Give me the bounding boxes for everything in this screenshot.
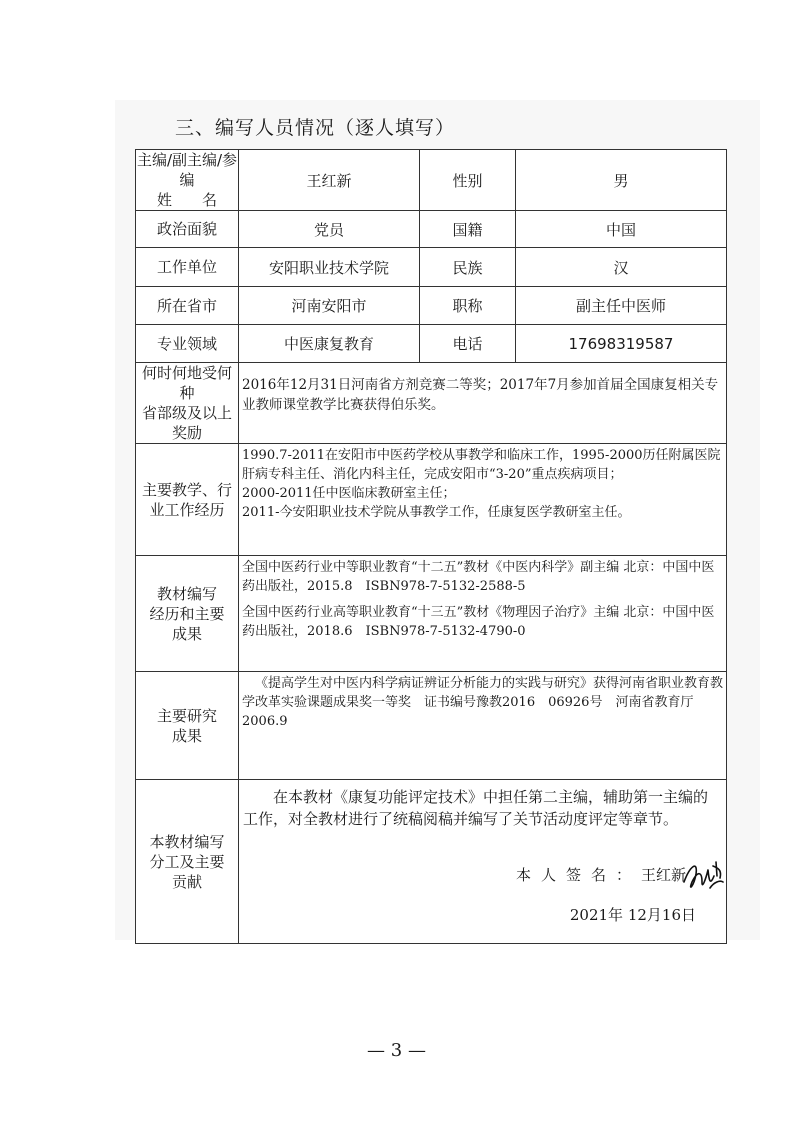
research-label-line1: 主要研究 (156, 706, 217, 725)
awards-text: 2016年12月31日河南省方剂竞赛二等奖；2017年7月参加首届全国康复相关专业教师课堂教学比赛获得伯乐奖。 (239, 363, 727, 444)
row-province (136, 287, 727, 325)
title-value: 副主任中医师 (516, 287, 727, 325)
textbook-item-1: 全国中医药行业中等职业教育“十二五”教材《中医内科学》副主编 北京：中国中医药出版社，2015.8 ISBN978-7-5132-2588-5 (242, 560, 715, 594)
contribution-label-line3: 贡献 (171, 872, 202, 891)
nationality-value: 中国 (516, 211, 727, 248)
role-label-line1: 主编/副主编/参编 (136, 151, 238, 189)
contribution-text: 在本教材《康复功能评定技术》中担任第二主编，辅助第一主编的工作，对全教材进行了统稿阅稿并编写了关节活动度评定等章节。 (243, 788, 709, 828)
research-label-line2: 成果 (171, 726, 202, 745)
field-label: 专业领域 (136, 325, 239, 363)
ethnicity-label: 民族 (420, 248, 516, 287)
province-label: 所在省市 (136, 287, 239, 325)
textbooks-text (239, 556, 727, 672)
title-label: 职称 (420, 287, 516, 325)
awards-label-line2: 省部级及以上奖励 (141, 404, 232, 442)
research-label (136, 672, 239, 780)
contribution-label (136, 780, 239, 944)
role-label-line2: 姓 名 (156, 191, 217, 209)
experience-line-2: 2000-2011任中医临床教研室主任； (242, 486, 456, 501)
awards-label-line1: 何时何地受何种 (141, 364, 232, 402)
textbook-item-2: 全国中医药行业高等职业教育“十三五”教材《物理因子治疗》主编 北京：中国中医药出版社，2018.6 ISBN978-7-5132-4790-0 (242, 605, 715, 639)
awards-label (136, 363, 239, 444)
row-textbooks (136, 556, 727, 672)
field-value: 中医康复教育 (239, 325, 420, 363)
phone-label: 电话 (420, 325, 516, 363)
gender-label: 性别 (420, 150, 516, 211)
gender-value: 男 (516, 150, 727, 211)
phone-value: 17698319587 (516, 325, 727, 363)
experience-text (239, 444, 727, 556)
row-awards (136, 363, 727, 444)
textbooks-label-line2: 经历和主要 (149, 604, 225, 623)
row-field (136, 325, 727, 363)
row-employer (136, 248, 727, 287)
employer-label: 工作单位 (136, 248, 239, 287)
nationality-label: 国籍 (420, 211, 516, 248)
name-value: 王红新 (239, 150, 420, 211)
textbooks-label-line1: 教材编写 (156, 584, 217, 603)
row-name (136, 150, 727, 211)
contribution-label-line1: 本教材编写 (149, 832, 225, 851)
experience-label (136, 444, 239, 556)
section-title: 三、编写人员情况（逐人填写） (175, 117, 456, 139)
ethnicity-value: 汉 (516, 248, 727, 287)
experience-label-line2: 业工作经历 (149, 500, 225, 519)
contribution-label-line2: 分工及主要 (149, 852, 225, 871)
signature-label: 本人签名： (515, 866, 641, 884)
employer-value: 安阳职业技术学院 (239, 248, 420, 287)
experience-line-1: 1990.7-2011在安阳市中医药学校从事教学和临床工作，1995-2000历任附属医院肝病专科主任、消化内科主任，完成安阳市“3-20”重点疾病项目； (242, 448, 721, 482)
textbooks-label-line3: 成果 (171, 624, 202, 643)
contribution-cell (239, 780, 727, 944)
row-contribution (136, 780, 727, 944)
experience-line-3: 2011-今安阳职业技术学院从事教学工作，任康复医学教研室主任。 (242, 505, 631, 520)
row-politics (136, 211, 727, 248)
signer-name: 王红新 (640, 866, 686, 884)
handwritten-signature (680, 852, 724, 898)
research-text: 《提高学生对中医内科学病证辨证分析能力的实践与研究》获得河南省职业教育教学改革实验课题成果奖一等奖 证书编号豫教2016 06926号 河南省教育厅 2006.9 (239, 672, 727, 780)
signature-line (516, 864, 686, 885)
staff-info-form (135, 149, 727, 944)
experience-label-line1: 主要教学、行 (141, 480, 232, 499)
textbooks-label (136, 556, 239, 672)
sign-date: 2021年 12月16日 (569, 906, 696, 924)
row-experience (136, 444, 727, 556)
role-label (136, 150, 239, 211)
province-value: 河南安阳市 (239, 287, 420, 325)
row-research (136, 672, 727, 780)
politics-value: 党员 (239, 211, 420, 248)
page-number: — 3 — (367, 1040, 426, 1061)
politics-label: 政治面貌 (136, 211, 239, 248)
